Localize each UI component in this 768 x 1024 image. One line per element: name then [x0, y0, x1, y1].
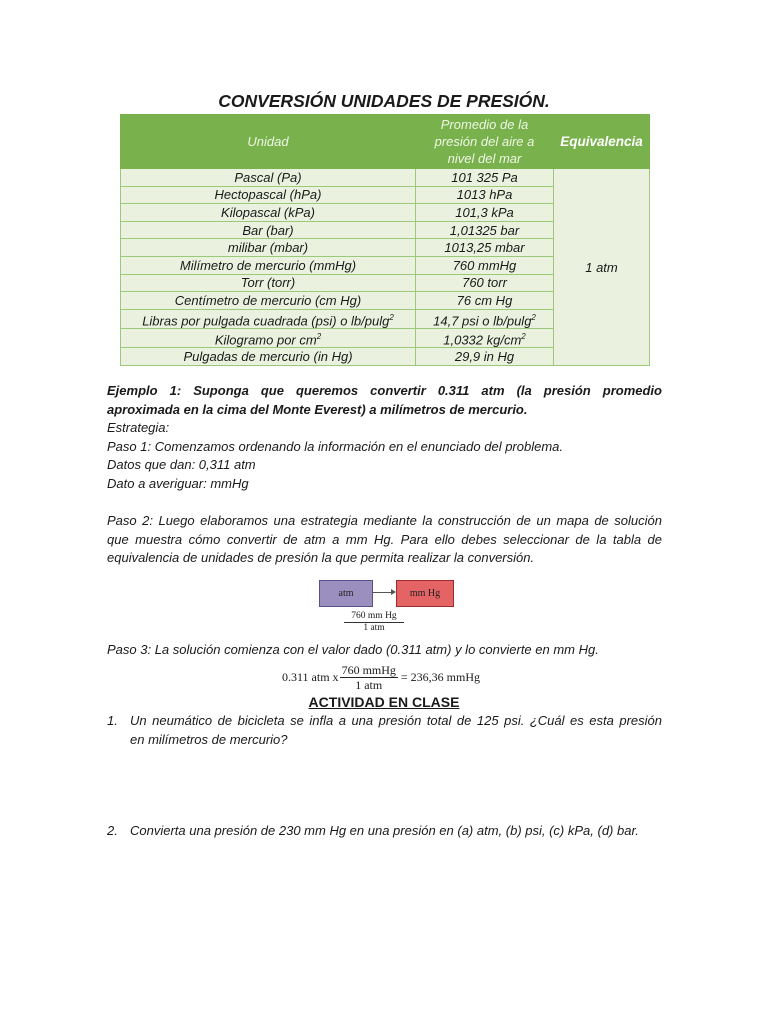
unit-cell [121, 204, 416, 222]
unit-text: Pascal (Pa) [234, 169, 302, 185]
unit-text: Kilogramo por cm [214, 332, 317, 348]
find-data: Dato a averiguar: mmHg [107, 475, 249, 491]
pressure-conversion-table [120, 114, 650, 366]
unit-superscript: 2 [316, 332, 322, 342]
atm-box: atm [319, 580, 373, 607]
step-2-line-2: que muestra cómo convertir de atm a mm Hg. Para ello debes seleccionar de la tabla de [107, 531, 662, 547]
header-equivalence: Equivalencia [554, 115, 650, 169]
given-data: Datos que dan: 0,311 atm [107, 457, 256, 472]
value-text: 101,3 kPa [455, 204, 514, 220]
step-2-line-1: Paso 2: Luego elaboramos una estrategia mediante la construcción de un mapa de solución [107, 513, 662, 528]
value-text: 1013,25 mbar [444, 240, 525, 256]
value-cell [416, 169, 554, 187]
value-cell [416, 274, 554, 292]
strategy-label: Estrategia: [107, 420, 170, 435]
factor-denominator: 1 atm [363, 623, 385, 633]
value-text: 29,9 in Hg [454, 349, 515, 365]
unit-text: Kilopascal (kPa) [221, 204, 315, 220]
value-cell [416, 348, 554, 366]
unit-cell [121, 169, 416, 187]
unit-text: milibar (mbar) [227, 240, 309, 256]
step-3: Paso 3: La solución comienza con el valor dado (0.311 atm) y lo convierte en mm Hg. [107, 642, 599, 657]
table-row [121, 169, 650, 187]
conversion-factor [344, 611, 404, 634]
item-number: 1. [107, 713, 118, 728]
unit-cell [121, 274, 416, 292]
value-text: 1013 hPa [456, 187, 513, 203]
page-title: CONVERSIÓN UNIDADES DE PRESIÓN. [218, 91, 550, 111]
activity-item-1 [107, 712, 662, 749]
unit-text: Centímetro de mercurio (cm Hg) [174, 292, 362, 308]
solution-map-diagram [318, 580, 454, 640]
header-unit: Unidad [121, 115, 416, 169]
value-superscript: 2 [521, 332, 526, 342]
unit-cell [121, 348, 416, 366]
value-text: 101 325 Pa [451, 169, 518, 185]
value-cell [416, 186, 554, 204]
unit-cell [121, 329, 416, 348]
equation-denominator: 1 atm [355, 677, 383, 692]
value-text: 76 cm Hg [456, 292, 513, 308]
unit-cell [121, 186, 416, 204]
mmhg-box: mm Hg [396, 580, 454, 607]
step-1: Paso 1: Comenzamos ordenando la información en el enunciado del problema. [107, 438, 564, 454]
value-cell [416, 256, 554, 274]
unit-text: Pulgadas de mercurio (in Hg) [183, 349, 353, 365]
example-heading: Ejemplo 1: Suponga que queremos convertir 0.311 atm (la presión promedio [107, 383, 662, 398]
item-text-line-1: Convierta una presión de 230 mm Hg en una presión en (a) atm, (b) psi, (c) kPa, (d) bar. [130, 823, 639, 838]
unit-text: Milímetro de mercurio (mmHg) [179, 257, 357, 273]
equation-fraction [340, 663, 398, 692]
example-heading-last: aproximada en la cima del Monte Everest) a milímetros de mercurio. [107, 401, 528, 417]
item-number: 2. [107, 823, 118, 838]
value-text: 760 mmHg [452, 257, 517, 273]
item-text-line-2: en milímetros de mercurio? [130, 731, 288, 747]
value-text: 1,01325 bar [449, 222, 520, 238]
unit-cell [121, 256, 416, 274]
activity-item-2 [107, 822, 662, 841]
item-text-line-1: Un neumático de bicicleta se infla a una presión total de 125 psi. ¿Cuál es esta presión [130, 713, 662, 728]
value-cell [416, 292, 554, 310]
value-text: 760 torr [462, 275, 507, 291]
unit-text: Bar (bar) [242, 222, 294, 238]
value-superscript: 2 [531, 312, 536, 322]
factor-numerator: 760 mm Hg [344, 611, 404, 623]
value-cell [416, 309, 554, 328]
value-text: 14,7 psi o lb/pulg [433, 313, 532, 329]
header-average-pressure: Promedio de la presión del aire a nivel del mar [416, 115, 554, 169]
value-cell [416, 204, 554, 222]
unit-cell [121, 292, 416, 310]
equation-numerator: 760 mmHg [341, 662, 396, 677]
equivalence-cell: 1 atm [554, 169, 650, 366]
unit-text: Torr (torr) [240, 275, 296, 291]
unit-text: Libras por pulgada cuadrada (psi) o lb/pulg [142, 313, 390, 329]
unit-cell [121, 221, 416, 239]
step-2-line-3: equivalencia de unidades de presión la que permita realizar la conversión. [107, 550, 535, 565]
value-cell [416, 221, 554, 239]
unit-superscript: 2 [389, 312, 394, 322]
equation-result: = 236,36 mmHg [400, 669, 481, 684]
arrow-icon [373, 592, 394, 593]
value-cell [416, 329, 554, 348]
activity-heading: ACTIVIDAD EN CLASE [308, 694, 460, 710]
unit-cell [121, 239, 416, 257]
unit-cell [121, 309, 416, 328]
unit-text: Hectopascal (hPa) [214, 187, 322, 203]
value-text: 1,0332 kg/cm [443, 332, 522, 348]
equation-left: 0.311 atm x [282, 669, 339, 684]
value-cell [416, 239, 554, 257]
conversion-equation [282, 660, 480, 694]
